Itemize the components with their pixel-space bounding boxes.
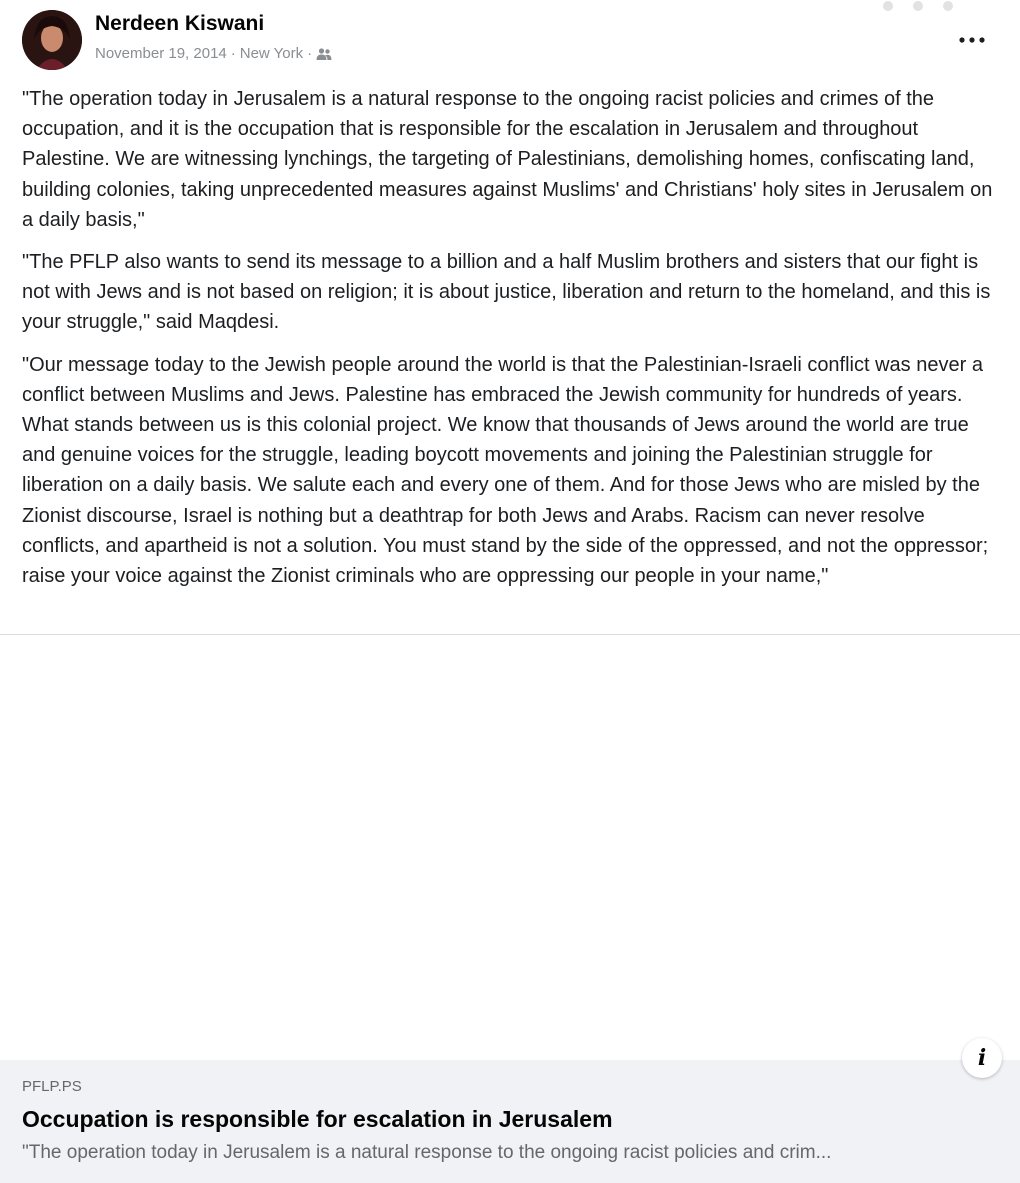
post-meta (95, 45, 332, 62)
post-header (22, 10, 998, 72)
more-options-button[interactable] (952, 26, 992, 52)
post-date[interactable]: November 19, 2014 (95, 45, 227, 62)
author-avatar[interactable] (22, 10, 82, 70)
more-horizontal-icon (959, 30, 985, 48)
author-name[interactable]: Nerdeen Kiswani (95, 12, 265, 35)
meta-separator-2: · (307, 45, 313, 62)
post-paragraph-2: "The PFLP also wants to send its message to a billion and a half Muslim brothers and sisters that our fight is not with Jews and is not based on religion; it is about justice, liberation and return to the homeland, and this is your struggle," said Maqdesi. (22, 251, 991, 334)
post-location[interactable]: New York (239, 45, 304, 62)
link-image-placeholder[interactable] (0, 635, 1020, 1060)
link-title[interactable]: Occupation is responsible for escalation in Jerusalem (22, 1106, 613, 1132)
post-paragraph-3: "Our message today to the Jewish people around the world is that the Palestinian-Israeli conflict was never a conflict between Muslims and Jews. Palestine has embraced the Jewish community for hundreds of years. What stands between us is this colonial project. We know that thousands of Jews around the world are true and genuine voices for the struggle, leading boycott movements and joining the Palestinian struggle for liberation on a daily basis. We salute each and every one of them. And for those Jews who are misled by the Zionist discourse, Israel is nothing but a deathtrap for both Jews and Arabs. Racism can never resolve conflicts, and apartheid is not a solution. You must stand by the side of the oppressed, and not the oppressor; raise your voice against the Zionist criminals who are oppressing our people in your name," (22, 353, 989, 588)
meta-separator: · (230, 45, 236, 62)
post-body (22, 84, 1000, 603)
post-paragraph-1: "The operation today in Jerusalem is a natural response to the ongoing racist policies and crimes of the occupation, and it is the occupation that is responsible for the escalation in Jerusalem and throughout Palestine. We are witnessing lynchings, the targeting of Palestinians, demolishing homes, confiscating land, building colonies, taking unprecedented measures against Muslims' and Christians' holy sites in Jerusalem on a daily basis," (22, 88, 993, 231)
info-icon[interactable]: i (962, 1038, 1002, 1078)
link-description: "The operation today in Jerusalem is a natural response to the ongoing racist policies and crim... (22, 1142, 832, 1163)
link-domain: PFLP.PS (22, 1078, 82, 1095)
link-preview-card[interactable] (0, 1045, 1020, 1183)
friends-icon[interactable] (316, 47, 332, 61)
faded-toolbar-icons (878, 0, 968, 21)
